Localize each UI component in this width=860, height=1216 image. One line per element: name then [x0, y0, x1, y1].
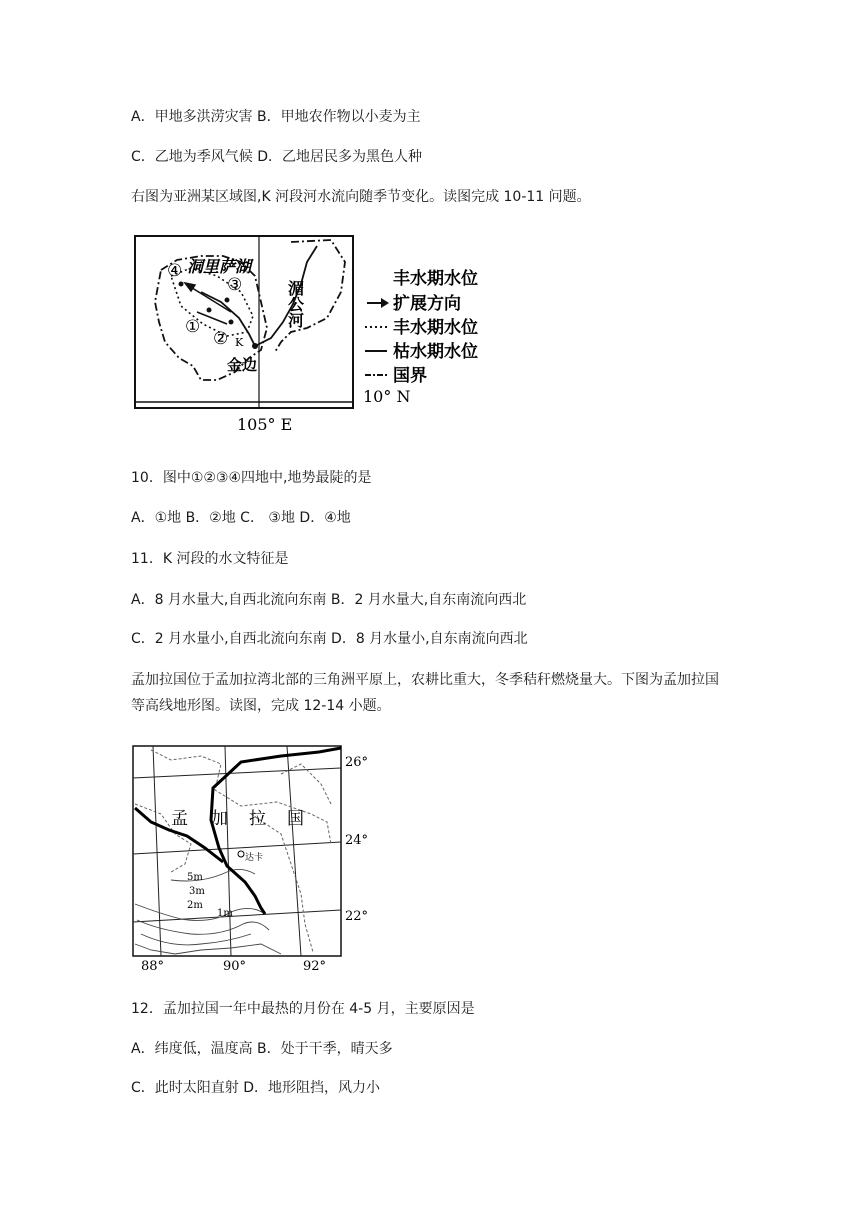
- q9-options-line1: A．甲地多洪涝灾害 B．甲地农作物以小麦为主: [131, 109, 421, 125]
- bangladesh-contour-map: [131, 744, 381, 972]
- legend-item-3: 丰水期水位: [393, 318, 478, 338]
- legend-item-2: 扩展方向: [393, 294, 461, 314]
- country-char-2: 加: [211, 809, 228, 829]
- contour-5m: 5m: [187, 872, 203, 883]
- lat-24: 24°: [345, 833, 369, 848]
- q11-stem: 11．K 河段的水文特征是: [131, 551, 289, 567]
- k-label: K: [235, 336, 244, 349]
- lon-label: 105° E: [237, 415, 293, 434]
- city-label: 达卡: [245, 853, 264, 863]
- city-label: 金边: [227, 356, 258, 374]
- map1-legend: [365, 268, 478, 386]
- legend-item-5: 国界: [393, 366, 427, 386]
- intro-10-11: 右图为亚洲某区域图,K 河段河水流向随季节变化。读图完成 10-11 问题。: [131, 189, 591, 205]
- q12-stem: 12．孟加拉国一年中最热的月份在 4-5 月，主要原因是: [131, 1001, 475, 1017]
- lon-92: 92°: [303, 959, 327, 972]
- contour-3m: 3m: [189, 886, 205, 897]
- q9-options-line2: C．乙地为季风气候 D．乙地居民多为黑色人种: [131, 149, 423, 165]
- q12-options-line1: A．纬度低，温度高 B．处于干季，晴天多: [131, 1041, 393, 1057]
- lat-26: 26°: [345, 755, 369, 770]
- q12-options-line2: C．此时太阳直射 D．地形阻挡，风力小: [131, 1080, 381, 1096]
- lon-88: 88°: [141, 959, 165, 972]
- q11-options-line2: C．2 月水量小,自西北流向东南 D．8 月水量小,自东南流向西北: [131, 631, 528, 647]
- point-4-label: ④: [167, 261, 183, 281]
- contour-2m: 2m: [187, 900, 203, 911]
- legend-item-4: 枯水期水位: [393, 342, 478, 362]
- contour-1m: 1m: [217, 908, 233, 919]
- country-char-4: 国: [287, 809, 304, 829]
- lon-90: 90°: [223, 959, 247, 972]
- tonle-sap-map: [131, 232, 493, 438]
- intro-12-14: 孟加拉国位于孟加拉湾北部的三角洲平原上，农耕比重大，冬季秸秆燃烧量大。下图为孟加拉国等高线地形图。读图，完成 12-14 小题。: [131, 672, 719, 714]
- lat-22: 22°: [345, 909, 369, 924]
- point-3-label: ③: [227, 275, 243, 295]
- river-label: 湄公河: [285, 280, 305, 328]
- q10-stem: 10．图中①②③④四地中,地势最陡的是: [131, 470, 372, 486]
- lat-label: 10° N: [363, 387, 411, 406]
- country-char-3: 拉: [249, 809, 266, 829]
- country-char-1: 孟: [171, 809, 188, 829]
- q10-options: A．①地 B．②地 C． ③地 D．④地: [131, 510, 351, 526]
- lake-label: 洞里萨湖: [187, 257, 252, 276]
- point-1-label: ①: [185, 317, 201, 337]
- point-2-label: ②: [213, 329, 229, 349]
- q11-options-line1: A．8 月水量大,自西北流向东南 B．2 月水量大,自东南流向西北: [131, 592, 527, 608]
- legend-item-1: 丰水期水位: [393, 269, 478, 289]
